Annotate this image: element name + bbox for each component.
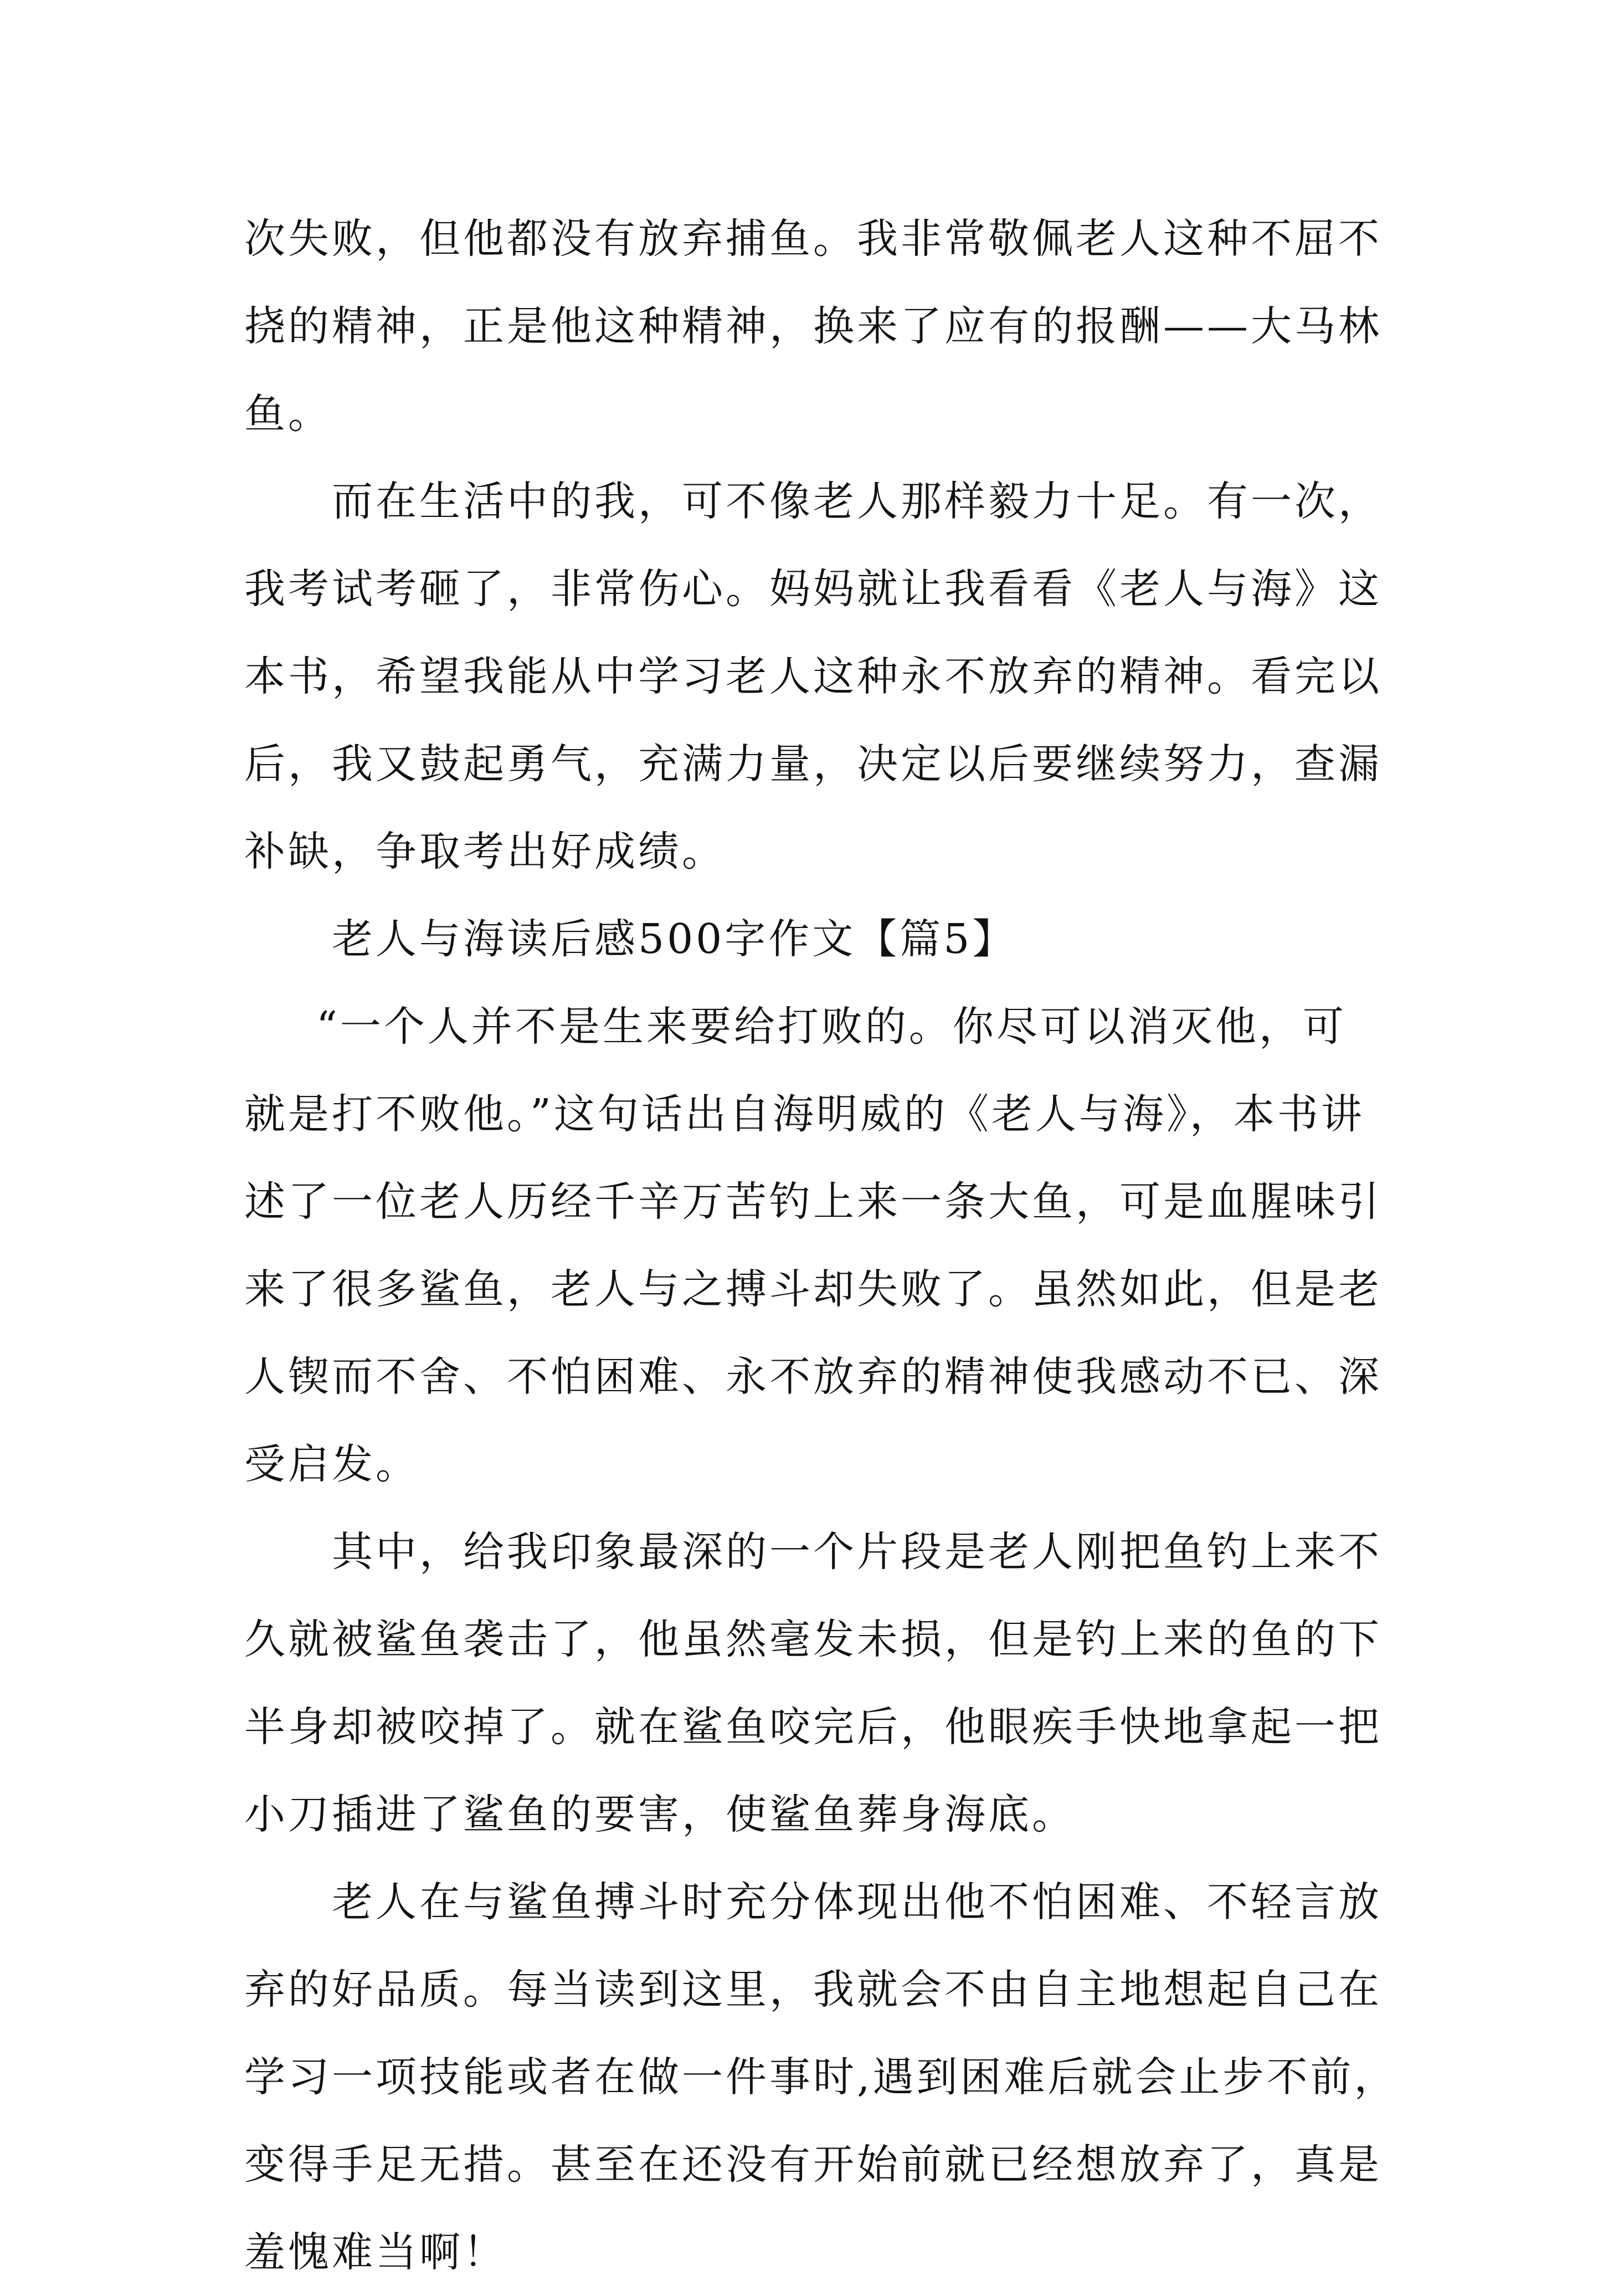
text-line: 挠的精神，正是他这种精神，换来了应有的报酬——大马林 <box>244 303 1382 350</box>
text-line: 补缺，争取考出好成绩。 <box>244 828 726 875</box>
text-line: 鱼。 <box>244 390 332 438</box>
text-line: 变得手足无措。甚至在还没有开始前就已经想放弃了，真是 <box>244 2141 1382 2189</box>
text-line: 羞愧难当啊！ <box>244 2228 507 2276</box>
text-line: 半身却被咬掉了。就在鲨鱼咬完后，他眼疾手快地拿起一把 <box>244 1703 1382 1751</box>
paragraph-start-line: 而在生活中的我，可不像老人那样毅力十足。有一次， <box>332 478 1382 525</box>
text-line: 述了一位老人历经千辛万苦钓上来一条大鱼，可是血腥味引 <box>244 1178 1382 1226</box>
text-line: 小刀插进了鲨鱼的要害，使鲨鱼葬身海底。 <box>244 1791 1076 1838</box>
text-line: 次失败，但他都没有放弃捕鱼。我非常敬佩老人这种不屈不 <box>244 215 1382 263</box>
text-line: 久就被鲨鱼袭击了，他虽然毫发未损，但是钓上来的鱼的下 <box>244 1616 1382 1663</box>
paragraph-start-line: 其中，给我印象最深的一个片段是老人刚把鱼钓上来不 <box>332 1528 1382 1576</box>
text-line: 我考试考砸了，非常伤心。妈妈就让我看看《老人与海》这 <box>244 565 1382 613</box>
essay-body <box>244 195 1398 2296</box>
text-line: 学习一项技能或者在做一件事时,遇到困难后就会止步不前， <box>244 2053 1398 2101</box>
text-line: 就是打不败他。”这句话出自海明威的《老人与海》，本书讲 <box>244 1090 1365 1138</box>
text-line: 弃的好品质。每当读到这里，我就会不由自主地想起自己在 <box>244 1966 1382 2013</box>
text-line: 受启发。 <box>244 1441 419 1488</box>
section-heading: 老人与海读后感500字作文【篇5】 <box>332 915 1016 963</box>
paragraph-start-line: “一个人并不是生来要给打败的。你尽可以消灭他，可 <box>316 1003 1347 1050</box>
text-line: 来了很多鲨鱼，老人与之搏斗却失败了。虽然如此，但是老 <box>244 1265 1382 1313</box>
text-line: 本书，希望我能从中学习老人这种永不放弃的精神。看完以 <box>244 653 1382 700</box>
text-line: 后，我又鼓起勇气，充满力量，决定以后要继续努力，查漏 <box>244 740 1382 788</box>
text-line: 人锲而不舍、不怕困难、永不放弃的精神使我感动不已、深 <box>244 1353 1382 1401</box>
paragraph-start-line: 老人在与鲨鱼搏斗时充分体现出他不怕困难、不轻言放 <box>332 1878 1382 1926</box>
